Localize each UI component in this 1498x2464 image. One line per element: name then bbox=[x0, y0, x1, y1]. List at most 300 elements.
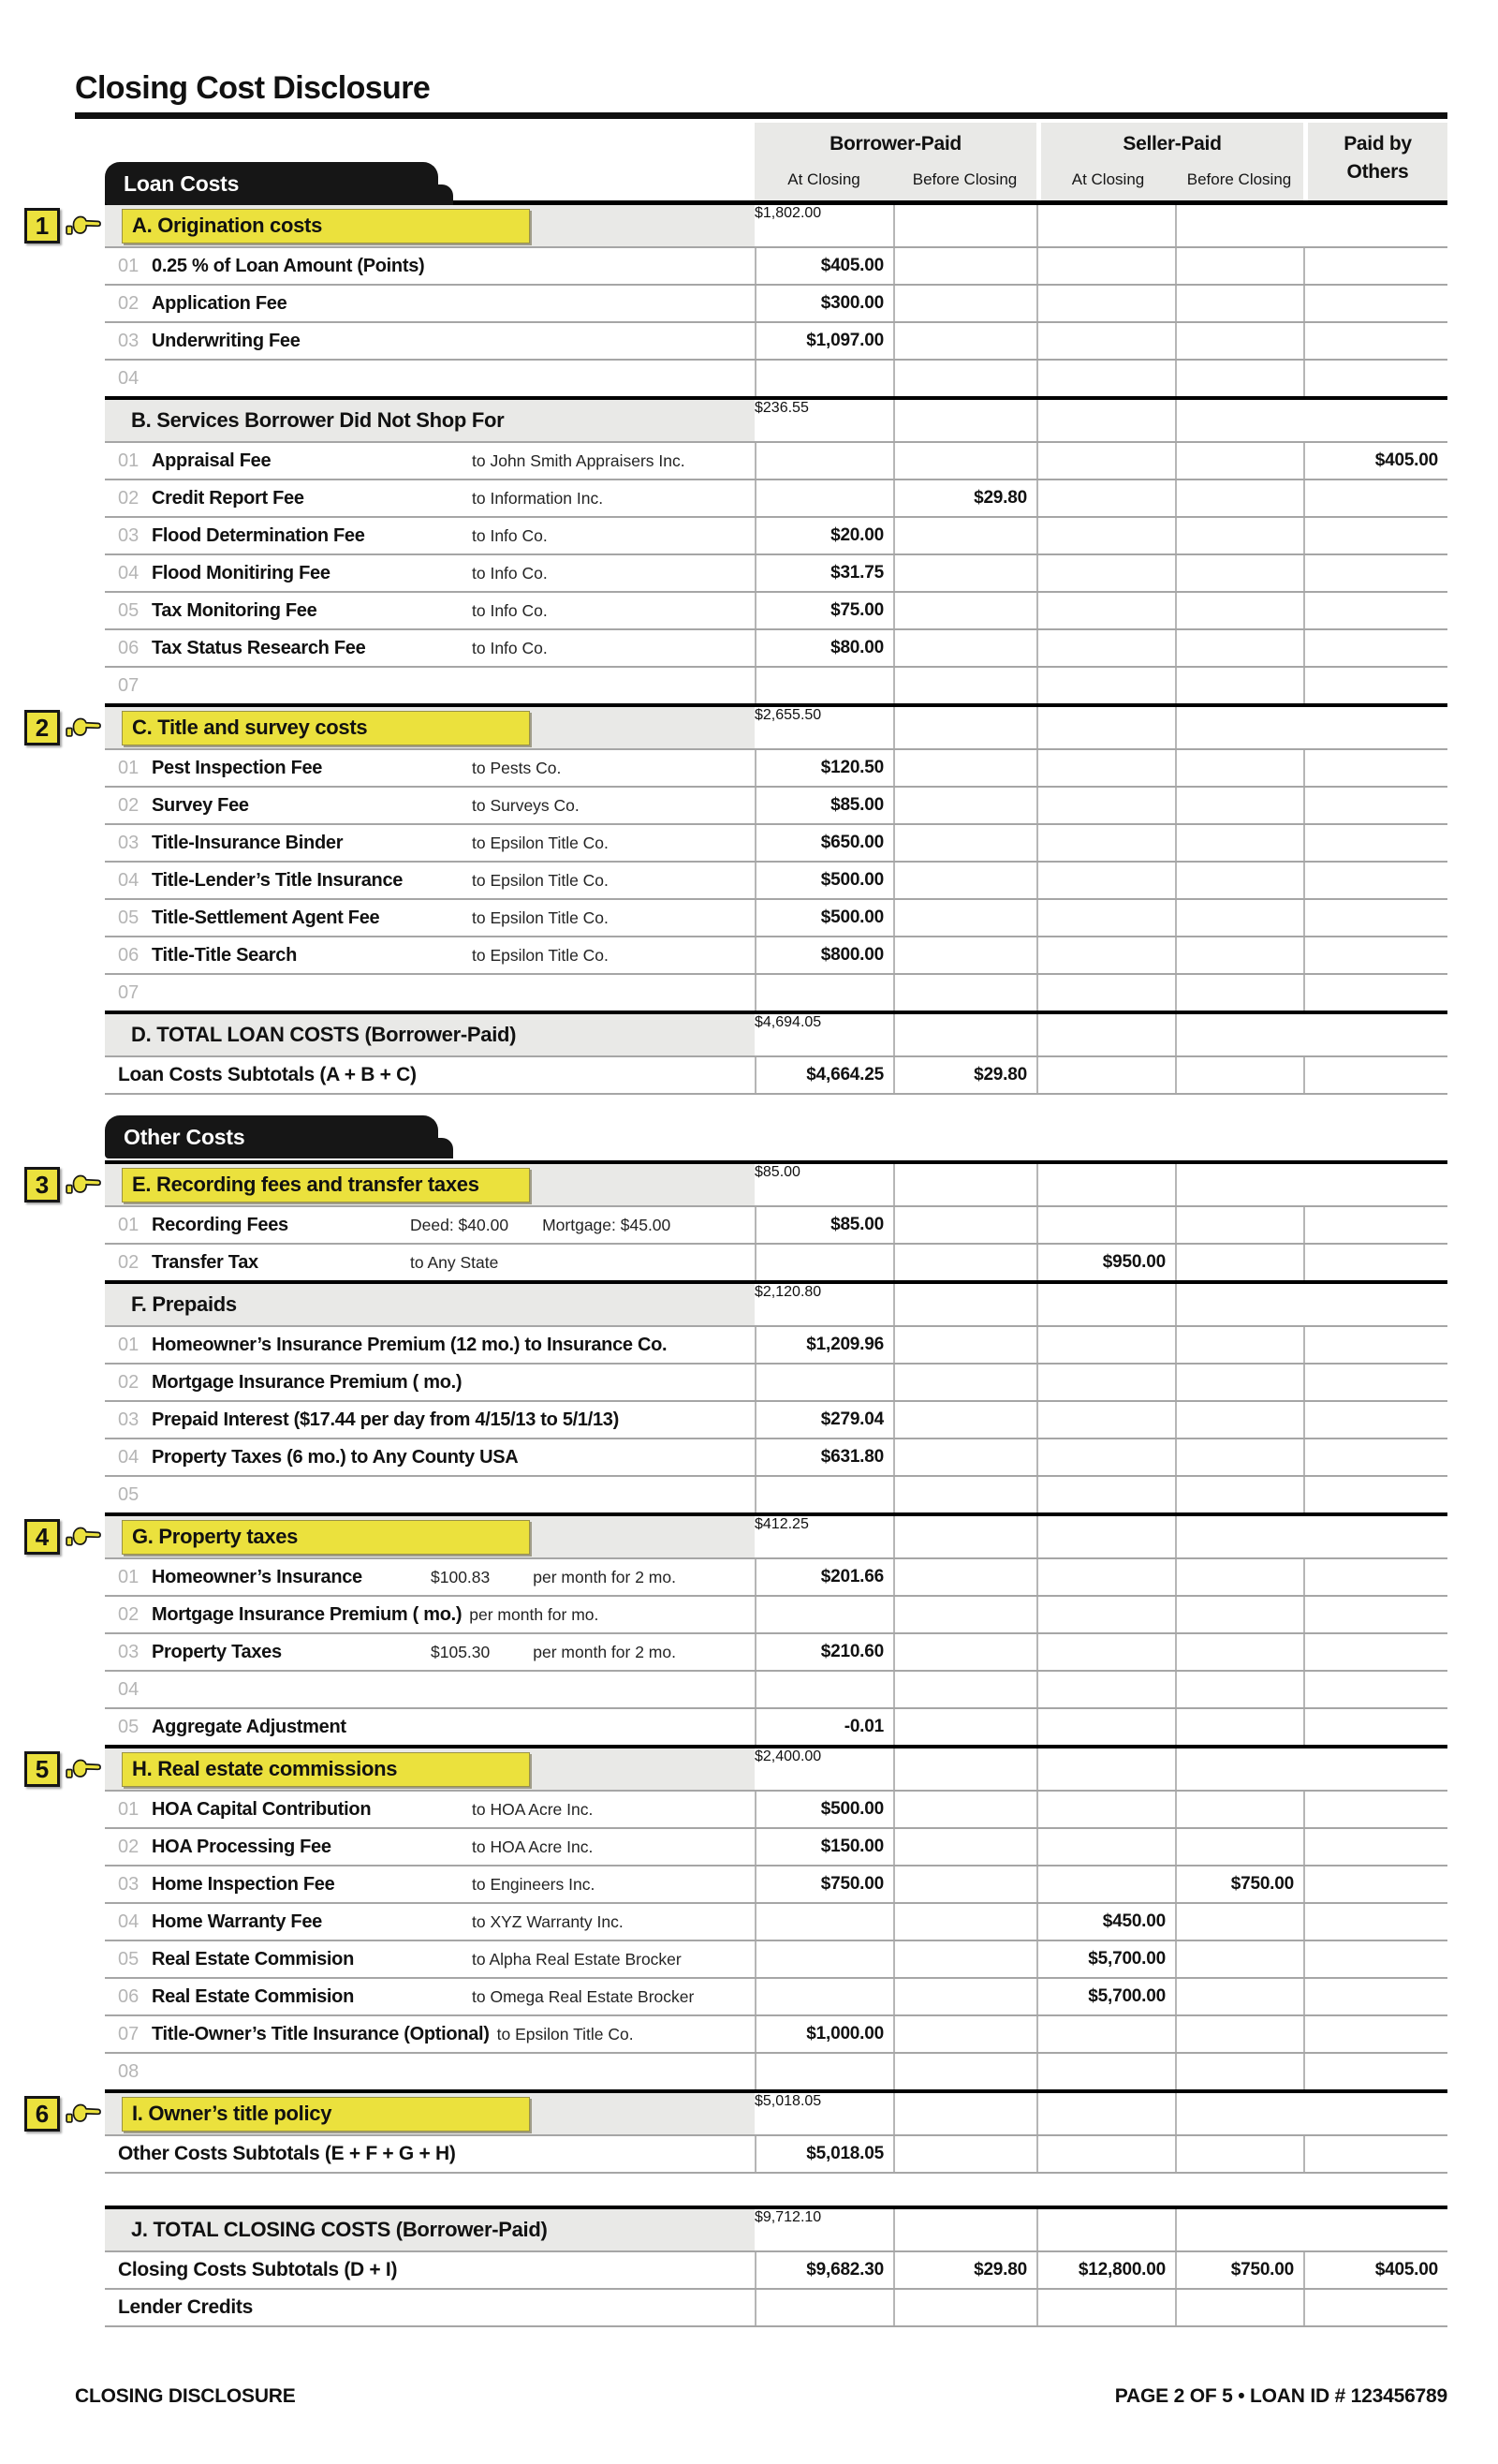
amount-seller-before-closing bbox=[1175, 2054, 1303, 2089]
fee-label-cell bbox=[105, 630, 755, 666]
amount-borrower-at-closing bbox=[755, 1672, 893, 1707]
amount-borrower-before-closing bbox=[893, 518, 1036, 553]
highlight-box bbox=[122, 1752, 530, 1787]
highlight-box bbox=[122, 1168, 530, 1202]
amount-paid-by-others: $405.00 bbox=[1303, 2252, 1447, 2288]
amount-seller-at-closing bbox=[1036, 1402, 1175, 1438]
amount-borrower-before-closing bbox=[893, 1439, 1036, 1475]
amount-seller-at-closing bbox=[1036, 2290, 1175, 2325]
section-header-label-cell bbox=[105, 1748, 755, 1790]
fee-note: to Info Co. bbox=[472, 600, 548, 620]
amount-seller-before-closing bbox=[1175, 863, 1303, 898]
fee-label: Credit Report Fee bbox=[152, 487, 304, 509]
amount-borrower-at-closing: $405.00 bbox=[755, 248, 893, 284]
table-header-band bbox=[105, 119, 1447, 205]
fee-row bbox=[105, 1709, 1447, 1747]
fee-label-cell bbox=[105, 1979, 755, 2014]
fee-label-cell bbox=[105, 323, 755, 359]
amount-paid-by-others bbox=[1303, 286, 1447, 321]
fee-label: Aggregate Adjustment bbox=[152, 1716, 346, 1737]
row-number: 03 bbox=[118, 524, 140, 546]
fee-row bbox=[105, 1979, 1447, 2016]
amount-seller-at-closing bbox=[1036, 750, 1175, 786]
amount-paid-by-others bbox=[1303, 1597, 1447, 1632]
amount-borrower-at-closing bbox=[755, 480, 893, 516]
amount-seller-before-closing bbox=[1175, 248, 1303, 284]
amount-borrower-before-closing bbox=[893, 750, 1036, 786]
section-header-label: E. Recording fees and transfer taxes bbox=[132, 1173, 479, 1196]
fee-row bbox=[105, 1941, 1447, 1979]
amount-seller-before-closing bbox=[1175, 1634, 1303, 1670]
seller-before-closing-label: Before Closing bbox=[1186, 170, 1292, 188]
fee-label: Homeowner’s Insurance bbox=[152, 1566, 362, 1587]
fee-row bbox=[105, 286, 1447, 323]
fee-label: HOA Capital Contribution bbox=[152, 1798, 372, 1820]
footer-page-loan-id: PAGE 2 OF 5 • LOAN ID # 123456789 bbox=[1114, 2385, 1447, 2407]
fee-label-cell bbox=[105, 788, 755, 823]
fee-label-cell bbox=[105, 1597, 755, 1632]
empty-header-cell bbox=[1036, 1164, 1175, 1205]
fee-row bbox=[105, 863, 1447, 900]
callout-number-badge: 4 bbox=[24, 1519, 60, 1555]
empty-header-cell bbox=[893, 1014, 1036, 1055]
amount-seller-at-closing bbox=[1036, 863, 1175, 898]
amount-paid-by-others bbox=[1303, 1057, 1447, 1093]
subtotal-row bbox=[105, 2252, 1447, 2290]
fee-label-cell bbox=[105, 1672, 755, 1707]
amount-seller-before-closing bbox=[1175, 900, 1303, 936]
subtotal-label-cell bbox=[105, 2252, 755, 2288]
fee-label-cell bbox=[105, 1439, 755, 1475]
amount-paid-by-others bbox=[1303, 825, 1447, 861]
subtotal-row bbox=[105, 1057, 1447, 1095]
empty-header-cell bbox=[893, 1748, 1036, 1790]
title-rule bbox=[75, 112, 1447, 119]
empty-header-cell bbox=[1175, 2093, 1303, 2134]
amount-borrower-before-closing bbox=[893, 1245, 1036, 1280]
amount-borrower-before-closing bbox=[893, 1327, 1036, 1363]
amount-borrower-before-closing bbox=[893, 1365, 1036, 1400]
fee-note: to Any State bbox=[410, 1252, 499, 1272]
amount-seller-before-closing bbox=[1175, 2290, 1303, 2325]
pointing-finger-icon bbox=[65, 212, 102, 240]
section-header-label-cell bbox=[105, 2093, 755, 2134]
fee-label: Appraisal Fee bbox=[152, 450, 272, 471]
fee-note: per month for 2 mo. bbox=[533, 1567, 676, 1586]
amount-borrower-before-closing bbox=[893, 555, 1036, 591]
section-total-amount: $236.55 bbox=[755, 400, 809, 416]
row-number: 04 bbox=[118, 1911, 140, 1932]
amount-seller-at-closing bbox=[1036, 825, 1175, 861]
callout-number-badge: 2 bbox=[24, 710, 60, 745]
fee-label-cell bbox=[105, 443, 755, 479]
amount-seller-at-closing bbox=[1036, 323, 1175, 359]
amount-borrower-before-closing bbox=[893, 1709, 1036, 1745]
fee-note: to XYZ Warranty Inc. bbox=[472, 1911, 624, 1931]
fee-label: Application Fee bbox=[152, 292, 287, 314]
subtotal-label-cell bbox=[105, 1057, 755, 1093]
amount-borrower-before-closing bbox=[893, 443, 1036, 479]
page-title: Closing Cost Disclosure bbox=[75, 70, 431, 106]
amount-seller-at-closing bbox=[1036, 1634, 1175, 1670]
section-header-label: C. Title and survey costs bbox=[132, 716, 368, 739]
amount-seller-before-closing bbox=[1175, 1057, 1303, 1093]
fee-note: to Engineers Inc. bbox=[472, 1874, 595, 1894]
fee-note: to Info Co. bbox=[472, 638, 548, 657]
amount-borrower-at-closing: $150.00 bbox=[755, 1829, 893, 1865]
subtotal-row bbox=[105, 2136, 1447, 2174]
amount-borrower-before-closing bbox=[893, 2290, 1036, 2325]
amount-seller-at-closing bbox=[1036, 248, 1175, 284]
row-number: 05 bbox=[118, 1716, 140, 1737]
row-number: 01 bbox=[118, 1214, 140, 1235]
section-total-amount: $412.25 bbox=[755, 1516, 809, 1532]
callout-number-badge: 3 bbox=[24, 1167, 60, 1202]
fee-label: Mortgage Insurance Premium ( mo.) bbox=[152, 1603, 463, 1625]
fee-note: to Info Co. bbox=[472, 563, 548, 583]
section-b bbox=[105, 396, 1447, 705]
empty-header-cell bbox=[1036, 1014, 1175, 1055]
amount-borrower-at-closing: $75.00 bbox=[755, 593, 893, 628]
empty-header-cell bbox=[1175, 707, 1303, 748]
amount-borrower-at-closing bbox=[755, 2054, 893, 2089]
amount-borrower-before-closing bbox=[893, 361, 1036, 396]
amount-borrower-at-closing: $300.00 bbox=[755, 286, 893, 321]
section-g bbox=[35, 1512, 1447, 1747]
empty-header-cell bbox=[893, 1516, 1036, 1557]
row-number: 03 bbox=[118, 1873, 140, 1895]
fee-label: Real Estate Commision bbox=[152, 1948, 354, 1970]
amount-borrower-at-closing bbox=[755, 1597, 893, 1632]
amount-borrower-before-closing bbox=[893, 630, 1036, 666]
section-h bbox=[35, 1745, 1447, 2091]
fee-row bbox=[105, 1866, 1447, 1904]
row-number: 03 bbox=[118, 1641, 140, 1662]
row-number: 03 bbox=[118, 832, 140, 853]
amount-borrower-at-closing: $201.66 bbox=[755, 1559, 893, 1595]
pointing-finger-icon bbox=[65, 1523, 102, 1551]
highlight-box bbox=[122, 1520, 530, 1555]
fee-label: Tax Monitoring Fee bbox=[152, 599, 317, 621]
amount-seller-before-closing bbox=[1175, 1439, 1303, 1475]
amount-seller-at-closing bbox=[1036, 518, 1175, 553]
fee-note: to Epsilon Title Co. bbox=[496, 2024, 634, 2043]
amount-seller-before-closing bbox=[1175, 1327, 1303, 1363]
amount-paid-by-others bbox=[1303, 2290, 1447, 2325]
section-c-header bbox=[35, 707, 1447, 750]
empty-header-cell bbox=[893, 707, 1036, 748]
amount-seller-before-closing bbox=[1175, 2016, 1303, 2052]
amount-borrower-before-closing bbox=[893, 1904, 1036, 1940]
amount-borrower-at-closing: $500.00 bbox=[755, 1792, 893, 1827]
fee-row bbox=[105, 323, 1447, 361]
section-header-label: F. Prepaids bbox=[131, 1292, 237, 1316]
fee-label-cell bbox=[105, 480, 755, 516]
amount-borrower-at-closing bbox=[755, 1365, 893, 1400]
row-number: 02 bbox=[118, 487, 140, 509]
subtotal-label: Other Costs Subtotals (E + F + G + H) bbox=[118, 2143, 456, 2164]
fee-row bbox=[105, 248, 1447, 286]
callout-5 bbox=[24, 1751, 102, 1787]
section-total-amount: $2,655.50 bbox=[755, 707, 822, 723]
fee-label-cell bbox=[105, 2016, 755, 2052]
empty-row bbox=[105, 2054, 1447, 2091]
section-j bbox=[105, 2206, 1447, 2327]
fee-label: Prepaid Interest ($17.44 per day from 4/15/13 to 5/1/13) bbox=[152, 1409, 619, 1430]
amount-borrower-before-closing bbox=[893, 286, 1036, 321]
amount-seller-at-closing bbox=[1036, 2016, 1175, 2052]
fee-note: per month for mo. bbox=[469, 1604, 599, 1624]
empty-row bbox=[105, 1477, 1447, 1514]
fee-row bbox=[105, 1597, 1447, 1634]
amount-seller-at-closing bbox=[1036, 1597, 1175, 1632]
fee-label: Title-Owner’s Title Insurance (Optional) bbox=[152, 2023, 490, 2044]
fee-label-cell bbox=[105, 1709, 755, 1745]
cost-group-1 bbox=[35, 1115, 1447, 2174]
empty-header-cell bbox=[1175, 1516, 1303, 1557]
subtotal-label: Loan Costs Subtotals (A + B + C) bbox=[118, 1064, 417, 1085]
fee-label: Underwriting Fee bbox=[152, 330, 301, 351]
amount-borrower-at-closing: $20.00 bbox=[755, 518, 893, 553]
section-i-header bbox=[35, 2093, 1447, 2136]
amount-seller-before-closing bbox=[1175, 750, 1303, 786]
fee-row bbox=[105, 1634, 1447, 1672]
section-h-header bbox=[35, 1748, 1447, 1792]
amount-seller-at-closing bbox=[1036, 286, 1175, 321]
row-number: 06 bbox=[118, 1985, 140, 2007]
subtotal-row bbox=[105, 2290, 1447, 2327]
section-d-header bbox=[105, 1014, 1447, 1057]
section-b-header bbox=[105, 400, 1447, 443]
closing-costs-table bbox=[35, 119, 1447, 2327]
amount-seller-before-closing bbox=[1175, 1365, 1303, 1400]
section-total-amount: $9,712.10 bbox=[755, 2209, 822, 2225]
fee-note: to Alpha Real Estate Brocker bbox=[472, 1949, 682, 1969]
fee-label-cell bbox=[105, 1634, 755, 1670]
row-number: 01 bbox=[118, 1566, 140, 1587]
amount-paid-by-others bbox=[1303, 863, 1447, 898]
fee-label: Survey Fee bbox=[152, 794, 249, 816]
section-f-header bbox=[105, 1284, 1447, 1327]
fee-row bbox=[105, 518, 1447, 555]
fee-label-cell bbox=[105, 248, 755, 284]
amount-paid-by-others bbox=[1303, 1559, 1447, 1595]
fee-label: HOA Processing Fee bbox=[152, 1836, 331, 1857]
amount-paid-by-others bbox=[1303, 2136, 1447, 2172]
amount-borrower-before-closing bbox=[893, 825, 1036, 861]
section-header-label-cell bbox=[105, 400, 755, 441]
section-total-amount: $4,694.05 bbox=[755, 1014, 822, 1030]
section-header-label: J. TOTAL CLOSING COSTS (Borrower-Paid) bbox=[131, 2218, 548, 2241]
amount-seller-before-closing bbox=[1175, 788, 1303, 823]
amount-seller-before-closing: $750.00 bbox=[1175, 2252, 1303, 2288]
row-number: 04 bbox=[118, 1446, 140, 1468]
section-header-label: B. Services Borrower Did Not Shop For bbox=[131, 408, 505, 432]
highlight-box bbox=[122, 2097, 530, 2132]
pointing-finger-icon bbox=[65, 714, 102, 742]
fee-label: Property Taxes (6 mo.) to Any County USA bbox=[152, 1446, 519, 1468]
fee-label: Mortgage Insurance Premium ( mo.) bbox=[152, 1371, 463, 1393]
callout-number-badge: 1 bbox=[24, 208, 60, 243]
amount-paid-by-others bbox=[1303, 1792, 1447, 1827]
fee-label: Real Estate Commision bbox=[152, 1985, 354, 2007]
amount-paid-by-others bbox=[1303, 1904, 1447, 1940]
fee-note: to HOA Acre Inc. bbox=[472, 1799, 594, 1819]
empty-header-cell bbox=[1175, 1748, 1303, 1790]
amount-borrower-at-closing: $120.50 bbox=[755, 750, 893, 786]
amount-seller-before-closing bbox=[1175, 323, 1303, 359]
amount-paid-by-others bbox=[1303, 361, 1447, 396]
amount-seller-before-closing bbox=[1175, 668, 1303, 703]
amount-seller-at-closing bbox=[1036, 1829, 1175, 1865]
empty-header-cell bbox=[893, 205, 1036, 246]
section-header-label-cell bbox=[105, 2209, 755, 2250]
amount-borrower-at-closing: $9,682.30 bbox=[755, 2252, 893, 2288]
fee-label: Flood Determination Fee bbox=[152, 524, 365, 546]
amount-borrower-at-closing bbox=[755, 1477, 893, 1512]
fee-row bbox=[105, 1904, 1447, 1941]
fee-row bbox=[105, 480, 1447, 518]
row-number: 03 bbox=[118, 1409, 140, 1430]
section-d bbox=[105, 1011, 1447, 1095]
amount-seller-at-closing bbox=[1036, 2054, 1175, 2089]
fee-row bbox=[105, 750, 1447, 788]
amount-seller-at-closing: $450.00 bbox=[1036, 1904, 1175, 1940]
amount-seller-at-closing bbox=[1036, 937, 1175, 973]
row-number: 04 bbox=[118, 562, 140, 583]
amount-seller-before-closing bbox=[1175, 518, 1303, 553]
fee-label-cell bbox=[105, 1245, 755, 1280]
fee-note: to Epsilon Title Co. bbox=[472, 907, 609, 927]
empty-header-cell bbox=[1036, 400, 1175, 441]
empty-header-cell bbox=[1175, 400, 1303, 441]
section-header-label-cell bbox=[105, 1164, 755, 1205]
amount-borrower-at-closing: $80.00 bbox=[755, 630, 893, 666]
amount-seller-at-closing bbox=[1036, 788, 1175, 823]
fee-label-cell bbox=[105, 1327, 755, 1363]
amount-borrower-at-closing: $750.00 bbox=[755, 1866, 893, 1902]
fee-row bbox=[105, 825, 1447, 863]
table-body bbox=[35, 205, 1447, 2327]
fee-label: 0.25 % of Loan Amount (Points) bbox=[152, 255, 425, 276]
empty-header-cell bbox=[1036, 1516, 1175, 1557]
fee-row bbox=[105, 1559, 1447, 1597]
fee-row bbox=[105, 1829, 1447, 1866]
amount-borrower-before-closing bbox=[893, 2016, 1036, 2052]
other-costs-pill: Other Costs bbox=[105, 1115, 438, 1158]
fee-note: Mortgage: $45.00 bbox=[542, 1215, 671, 1234]
fee-row bbox=[105, 937, 1447, 975]
amount-paid-by-others bbox=[1303, 1672, 1447, 1707]
amount-seller-at-closing bbox=[1036, 1866, 1175, 1902]
fee-note: to John Smith Appraisers Inc. bbox=[472, 450, 685, 470]
fee-note: $100.83 bbox=[431, 1567, 491, 1586]
empty-header-cell bbox=[1175, 1284, 1303, 1325]
paid-by-others-column-label: Paid by Others bbox=[1344, 133, 1412, 184]
row-number: 05 bbox=[118, 1483, 140, 1505]
fee-row bbox=[105, 1327, 1447, 1365]
row-number: 07 bbox=[118, 981, 140, 1003]
amount-paid-by-others bbox=[1303, 750, 1447, 786]
amount-seller-at-closing bbox=[1036, 1709, 1175, 1745]
amount-seller-before-closing bbox=[1175, 443, 1303, 479]
empty-row bbox=[105, 1672, 1447, 1709]
fee-label-cell bbox=[105, 555, 755, 591]
amount-borrower-at-closing bbox=[755, 975, 893, 1011]
fee-label-cell bbox=[105, 1559, 755, 1595]
fee-note: to Epsilon Title Co. bbox=[472, 945, 609, 965]
footer-document-name: CLOSING DISCLOSURE bbox=[75, 2385, 296, 2407]
amount-borrower-before-closing bbox=[893, 1829, 1036, 1865]
borrower-at-closing-label: At Closing bbox=[787, 170, 860, 188]
fee-note: to Surveys Co. bbox=[472, 795, 580, 815]
amount-borrower-at-closing: $31.75 bbox=[755, 555, 893, 591]
amount-seller-before-closing bbox=[1175, 1941, 1303, 1977]
row-number: 01 bbox=[118, 1334, 140, 1355]
empty-header-cell bbox=[1036, 707, 1175, 748]
section-e bbox=[35, 1160, 1447, 1282]
amount-paid-by-others bbox=[1303, 900, 1447, 936]
cost-group-0 bbox=[35, 205, 1447, 1095]
section-j-header bbox=[105, 2209, 1447, 2252]
amount-borrower-at-closing: $650.00 bbox=[755, 825, 893, 861]
section-header-label: G. Property taxes bbox=[132, 1525, 299, 1548]
callout-1 bbox=[24, 208, 102, 243]
fee-label-cell bbox=[105, 1477, 755, 1512]
amount-seller-before-closing bbox=[1175, 1597, 1303, 1632]
amount-borrower-before-closing bbox=[893, 323, 1036, 359]
amount-borrower-before-closing bbox=[893, 937, 1036, 973]
fee-label-cell bbox=[105, 975, 755, 1011]
fee-label-cell bbox=[105, 286, 755, 321]
row-number: 07 bbox=[118, 2023, 140, 2044]
amount-seller-at-closing bbox=[1036, 1365, 1175, 1400]
fee-row bbox=[105, 1245, 1447, 1282]
row-number: 03 bbox=[118, 330, 140, 351]
subtotal-label: Closing Costs Subtotals (D + I) bbox=[118, 2259, 398, 2280]
amount-seller-at-closing bbox=[1036, 1207, 1175, 1243]
amount-seller-at-closing: $5,700.00 bbox=[1036, 1979, 1175, 2014]
amount-seller-at-closing bbox=[1036, 900, 1175, 936]
fee-row bbox=[105, 443, 1447, 480]
amount-paid-by-others: $405.00 bbox=[1303, 443, 1447, 479]
amount-seller-at-closing bbox=[1036, 443, 1175, 479]
section-a-header bbox=[35, 205, 1447, 248]
row-number: 05 bbox=[118, 1948, 140, 1970]
amount-paid-by-others bbox=[1303, 1866, 1447, 1902]
amount-borrower-at-closing: $631.80 bbox=[755, 1439, 893, 1475]
amount-seller-before-closing bbox=[1175, 361, 1303, 396]
fee-label-cell bbox=[105, 1829, 755, 1865]
amount-borrower-before-closing: $29.80 bbox=[893, 2252, 1036, 2288]
fee-row bbox=[105, 1402, 1447, 1439]
empty-header-cell bbox=[1036, 2093, 1175, 2134]
amount-paid-by-others bbox=[1303, 1941, 1447, 1977]
amount-paid-by-others bbox=[1303, 1402, 1447, 1438]
amount-paid-by-others bbox=[1303, 630, 1447, 666]
pointing-finger-icon bbox=[65, 2100, 102, 2128]
fee-note: to Epsilon Title Co. bbox=[472, 833, 609, 852]
amount-borrower-at-closing: $500.00 bbox=[755, 863, 893, 898]
amount-seller-at-closing bbox=[1036, 1672, 1175, 1707]
section-c bbox=[35, 703, 1447, 1012]
amount-borrower-before-closing bbox=[893, 1634, 1036, 1670]
row-number: 02 bbox=[118, 1836, 140, 1857]
amount-borrower-at-closing: $1,209.96 bbox=[755, 1327, 893, 1363]
amount-borrower-at-closing: $279.04 bbox=[755, 1402, 893, 1438]
amount-borrower-before-closing bbox=[893, 1792, 1036, 1827]
seller-paid-column-label: Seller-Paid bbox=[1123, 133, 1222, 155]
